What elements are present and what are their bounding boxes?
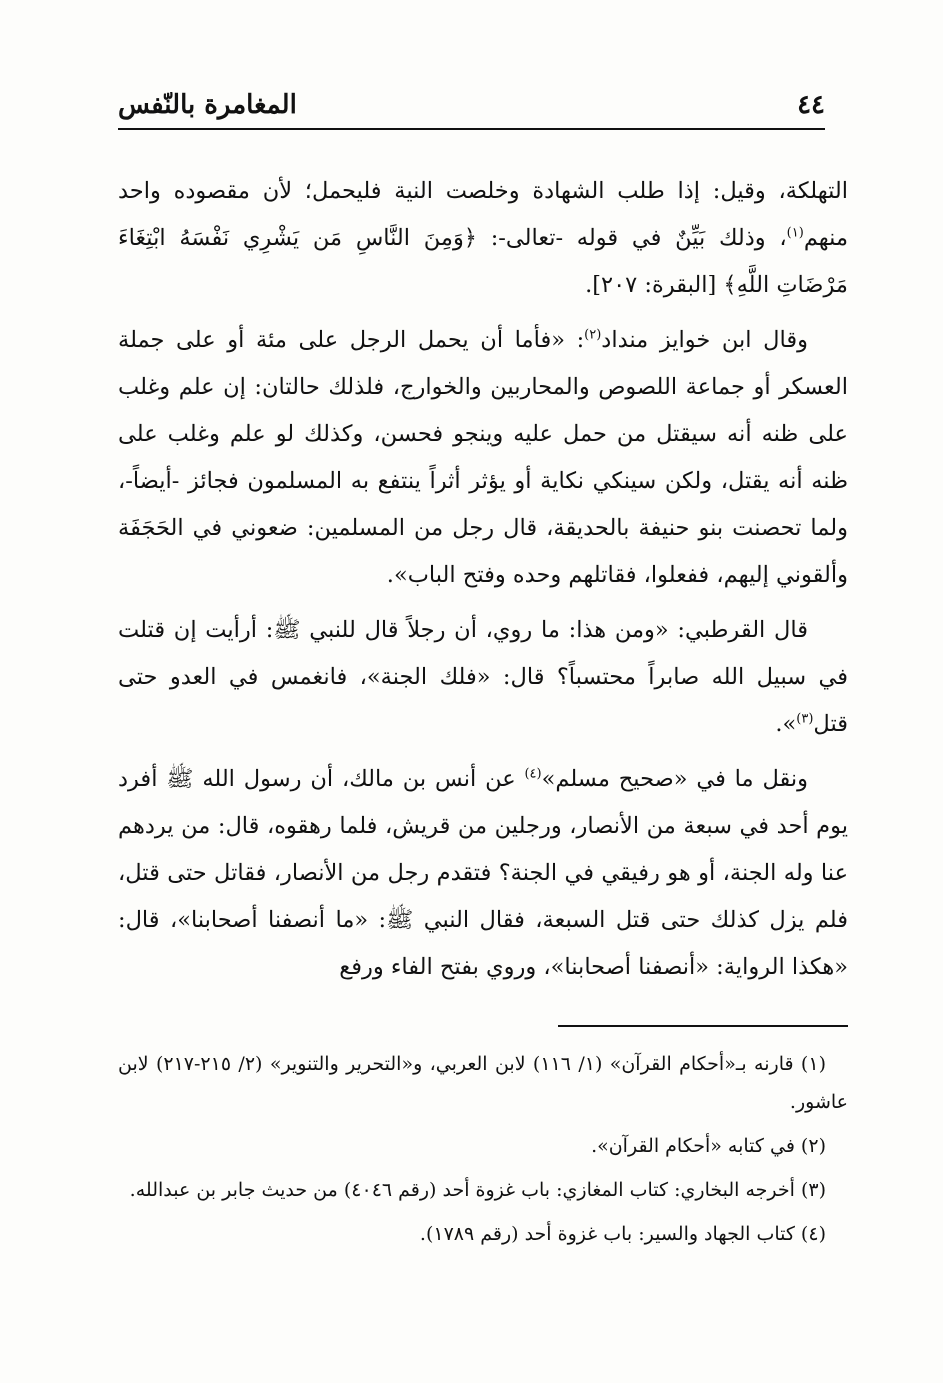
paragraph	[118, 756, 848, 991]
paragraph-text: وقال ابن خوايز منداد	[601, 327, 808, 353]
footnote-marker: (٢)	[584, 327, 602, 343]
footnote-marker: (٣)	[796, 711, 814, 727]
footnote: (١) قارنه بـ«أحكام القرآن» (١/ ١١٦) لابن العربي، و«التحرير والتنوير» (٢/ ٢١٥-٢١٧) لابن عاشور.	[118, 1053, 848, 1113]
page-header	[118, 78, 825, 120]
paragraph-text: ، وذلك بَيِّنٌ في قوله -تعالى-: ﴿وَمِنَ النَّاسِ مَن يَشْرِي نَفْسَهُ ابْتِغَاءَ مَرْضَاتِ اللَّهِ﴾ [البقرة: ٢٠٧].	[118, 225, 848, 298]
footnotes	[118, 1045, 848, 1259]
paragraph	[118, 607, 848, 748]
running-title: المغامرة بالنّفس	[118, 90, 297, 120]
footnote-marker: (٤)	[524, 766, 542, 782]
paragraph-text: : «فأما أن يحمل الرجل على مئة أو على جملة العسكر أو جماعة اللصوص والمحاربين والخوارج، فلذلك حالتان: إن علم وغلب على ظنه أنه سيقتل من حمل عليه وينجو فحسن، وكذلك لو علم وغلب على ظنه أنه يقتل، ولكن سينكي نكاية أو يؤثر أثراً ينتفع به المسلمون فجائز -أيضاً-، ولما تحصنت بنو حنيفة بالحديقة، قال رجل من المسلمين: ضعوني في الحَجَفَة وألقوني إليهم، ففعلوا، فقاتلهم وحده وفتح الباب».	[118, 327, 848, 588]
paragraph	[118, 168, 848, 309]
paragraph-text: ونقل ما في «صحيح مسلم»	[541, 766, 808, 792]
footnote-marker: (١)	[786, 225, 804, 241]
main-text	[118, 168, 848, 999]
paragraph-text: التهلكة، وقيل: إذا طلب الشهادة وخلصت النية فليحمل؛ لأن مقصوده واحد منهم	[118, 178, 848, 251]
paragraph-text: قال القرطبي: «ومن هذا: ما روي، أن رجلاً قال للنبي ﷺ: أرأيت إن قتلت في سبيل الله صابراً محتسباً؟ قال: «فلك الجنة»، فانغمس في العدو حتى قتل	[118, 617, 848, 737]
paragraph-text: ».	[775, 711, 797, 737]
page-number: ٤٤	[797, 90, 825, 120]
paragraph	[118, 317, 848, 599]
footnote: (٣) أخرجه البخاري: كتاب المغازي: باب غزوة أحد (رقم ٤٠٤٦) من حديث جابر بن عبدالله.	[129, 1179, 826, 1201]
footnote: (٤) كتاب الجهاد والسير: باب غزوة أحد (رقم ١٧٨٩).	[419, 1223, 826, 1245]
footnote-rule	[558, 1025, 848, 1027]
paragraph-text: عن أنس بن مالك، أن رسول الله ﷺ أفرد يوم أحد في سبعة من الأنصار، ورجلين من قريش، فلما رهقوه، قال: من يردهم عنا وله الجنة، أو هو رفيقي في الجنة؟ فتقدم رجل من الأنصار، فقاتل حتى قتل، فلم يزل كذلك حتى قتل السبعة، فقال النبي ﷺ: «ما أنصفنا أصحابنا»، قال: «هكذا الرواية: «أنصفنا أصحابنا»، وروي بفتح الفاء ورفع	[118, 766, 848, 980]
header-rule	[118, 128, 825, 130]
footnote: (٢) في كتابه «أحكام القرآن».	[591, 1135, 826, 1157]
